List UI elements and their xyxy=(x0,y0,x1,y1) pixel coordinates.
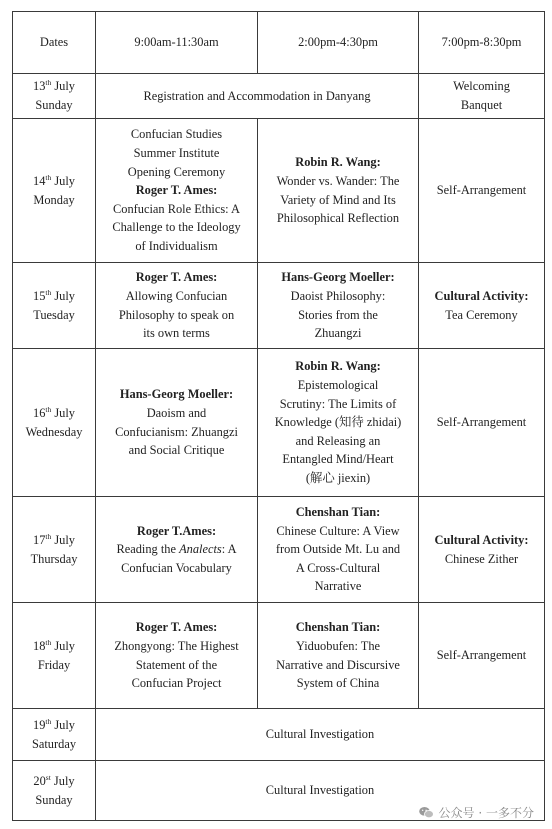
morning-cell: Roger T.Ames: Reading the Analects: A Confucian Vocabulary xyxy=(96,497,258,603)
evening-cell: Welcoming Banquet xyxy=(419,74,545,119)
date-cell: 13th July Sunday xyxy=(13,74,96,119)
morning-cell: Roger T. Ames: Zhongyong: The Highest Statement of the Confucian Project xyxy=(96,603,258,709)
table-row xyxy=(13,349,545,497)
table-row xyxy=(13,709,545,761)
evening-cell: Cultural Activity: Chinese Zither xyxy=(419,497,545,603)
header-afternoon: 2:00pm-4:30pm xyxy=(258,12,419,74)
table-row xyxy=(13,263,545,349)
date-cell: 20st July Sunday xyxy=(13,761,96,821)
table-row xyxy=(13,74,545,119)
watermark xyxy=(418,804,534,821)
spanning-cell: Cultural Investigation xyxy=(96,709,545,761)
date-cell: 18th July Friday xyxy=(13,603,96,709)
watermark-text: 公众号 · 一多不分 xyxy=(438,806,534,820)
evening-cell: Cultural Activity: Tea Ceremony xyxy=(419,263,545,349)
evening-cell: Self-Arrangement xyxy=(419,349,545,497)
header-evening: 7:00pm-8:30pm xyxy=(419,12,545,74)
date-cell: 15th July Tuesday xyxy=(13,263,96,349)
date-cell: 14th July Monday xyxy=(13,119,96,263)
activity-title: Cultural Activity: xyxy=(434,532,529,547)
speaker-name: Roger T. Ames: xyxy=(135,183,218,198)
morning-cell: Roger T. Ames: Allowing Confucian Philosophy to speak on its own terms xyxy=(96,263,258,349)
speaker-name: Robin R. Wang: xyxy=(295,155,381,170)
header-row xyxy=(13,12,545,74)
table-row xyxy=(13,119,545,263)
date-cell: 17th July Thursday xyxy=(13,497,96,603)
morning-cell: Confucian Studies Summer Institute Opening Ceremony Roger T. Ames: Confucian Role Ethics: A Challenge to the Ideology of Individualism xyxy=(96,119,258,263)
speaker-name: Roger T. Ames: xyxy=(135,620,218,635)
date-cell: 16th July Wednesday xyxy=(13,349,96,497)
afternoon-cell: Hans-Georg Moeller: Daoist Philosophy: Stories from the Zhuangzi xyxy=(258,263,419,349)
speaker-name: Hans-Georg Moeller: xyxy=(119,387,234,402)
afternoon-cell: Chenshan Tian: Chinese Culture: A View from Outside Mt. Lu and A Cross-Cultural Narrative xyxy=(258,497,419,603)
speaker-name: Robin R. Wang: xyxy=(295,359,381,374)
speaker-name: Chenshan Tian: xyxy=(295,620,381,635)
table-row xyxy=(13,497,545,603)
header-dates: Dates xyxy=(13,12,96,74)
schedule-table xyxy=(12,11,545,821)
speaker-name: Hans-Georg Moeller: xyxy=(281,270,395,285)
evening-cell: Self-Arrangement xyxy=(419,119,545,263)
table-row xyxy=(13,603,545,709)
date-cell: 19th July Saturday xyxy=(13,709,96,761)
spanning-cell: Cultural Investigation xyxy=(96,761,545,821)
wechat-icon xyxy=(418,806,435,819)
evening-cell: Self-Arrangement xyxy=(419,603,545,709)
afternoon-cell: Robin R. Wang: Wonder vs. Wander: The Variety of Mind and Its Philosophical Reflection xyxy=(258,119,419,263)
header-morning: 9:00am-11:30am xyxy=(96,12,258,74)
afternoon-cell: Robin R. Wang: Epistemological Scrutiny: The Limits of Knowledge (知待 zhidai) and Releasing an Entangled Mind/Heart (解心 jiexin) xyxy=(258,349,419,497)
speaker-name: Roger T.Ames: xyxy=(136,523,217,538)
activity-title: Cultural Activity: xyxy=(434,288,529,303)
speaker-name: Roger T. Ames: xyxy=(135,270,218,285)
afternoon-cell: Chenshan Tian: Yiduobufen: The Narrative and Discursive System of China xyxy=(258,603,419,709)
morning-cell: Hans-Georg Moeller: Daoism and Confucianism: Zhuangzi and Social Critique xyxy=(96,349,258,497)
speaker-name: Chenshan Tian: xyxy=(295,505,381,520)
spanning-cell: Registration and Accommodation in Danyang xyxy=(96,74,419,119)
